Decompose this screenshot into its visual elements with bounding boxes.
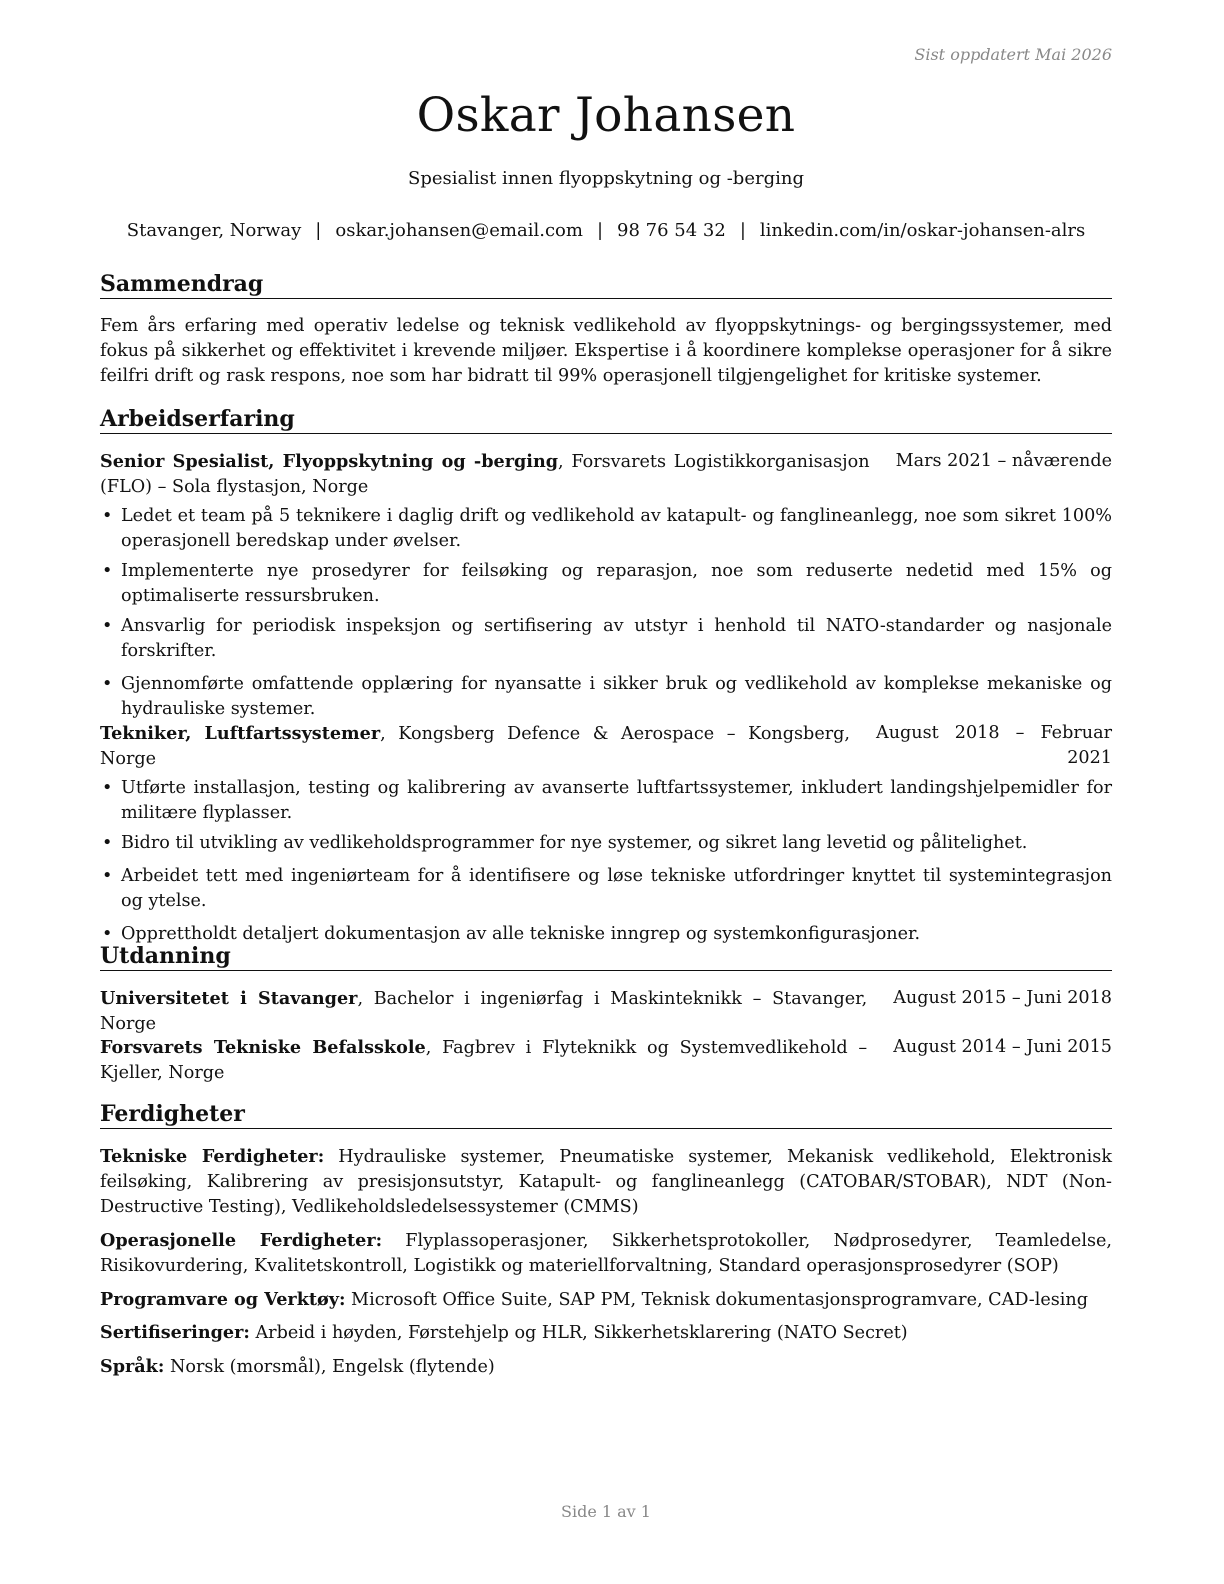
contact-separator: |: [315, 220, 322, 241]
job-role-org: [100, 449, 896, 500]
section-heading-education: Utdanning: [100, 943, 1112, 971]
section-heading-summary: Sammendrag: [100, 271, 1112, 299]
job-role: Senior Spesialist, Flyoppskytning og -berging: [100, 451, 559, 472]
list-item: • Gjennomførte omfattende opplæring for nyansatte i sikker bruk og vedlikehold av komplekse mekaniske og hydrauliske systemer.: [100, 672, 1112, 722]
job-bullets: [100, 504, 1112, 722]
job-header: [100, 449, 1112, 500]
summary-text: Fem års erfaring med operativ ledelse og teknisk vedlikehold av flyoppskytnings- og bergingssystemer, med fokus på sikkerhet og effektivitet i krevende miljøer. Ekspertise i å koordinere komplekse operasjoner for å sikre feilfri drift og rask respons, noe som har bidratt til 99% operasjonell tilgjengelighet for kritiske systemer.: [100, 316, 1112, 386]
last-updated: Sist oppdatert Mai 2026: [914, 45, 1112, 64]
education-school-detail: [100, 1035, 893, 1086]
skill-label: Sertifiseringer:: [100, 1322, 250, 1343]
job-dates: August 2018 – Februar 2021: [876, 723, 1112, 768]
job-dates: Mars 2021 – nåværende: [895, 451, 1112, 471]
skill-text: Hydrauliske systemer, Pneumatiske systemer, Mekanisk vedlikehold, Elektronisk feilsøking, Kalibrering av presisjonsutstyr, Katapult- og fanglineanlegg (CATOBAR/STOBAR), NDT (Non-Destructive Testing), Vedlikeholdsledelsessystemer (CMMS): [100, 1147, 1112, 1217]
section-heading-experience: Arbeidserfaring: [100, 406, 1112, 434]
list-item: • Arbeidet tett med ingeniørteam for å identifisere og løse tekniske utfordringer knyttet til systemintegrasjon og ytelse.: [100, 864, 1112, 914]
skill-text: Norsk (morsmål), Engelsk (flytende): [164, 1357, 495, 1377]
skill-line: [100, 1144, 1112, 1220]
skill-label: Operasjonelle Ferdigheter:: [100, 1230, 383, 1251]
list-item: • Implementerte nye prosedyrer for feilsøking og reparasjon, noe som reduserte nedetid med 15% og optimaliserte ressursbruken.: [100, 559, 1112, 609]
contact-email[interactable]: oskar.johansen@email.com: [335, 220, 583, 241]
contact-line: [100, 220, 1112, 241]
job-bullets: [100, 776, 1112, 947]
education-entry: [100, 1035, 1112, 1086]
contact-separator: |: [739, 220, 746, 241]
job-org: , Forsvarets Logistikkorganisasjon (FLO) – Sola flystasjon, Norge: [100, 452, 870, 497]
skill-text: Microsoft Office Suite, SAP PM, Teknisk dokumentasjonsprogramvare, CAD-lesing: [345, 1290, 1088, 1310]
list-item: • Bidro til utvikling av vedlikeholdsprogrammer for nye systemer, og sikret lang levetid og pålitelighet.: [100, 831, 1112, 856]
skill-line: [100, 1320, 1112, 1346]
skill-text: Flyplassoperasjoner, Sikkerhetsprotokoller, Nødprosedyrer, Teamledelse, Risikovurdering, Kvalitetskontroll, Logistikk og materiellforvaltning, Standard operasjonsprosedyrer (SOP): [100, 1231, 1112, 1276]
section-heading-skills: Ferdigheter: [100, 1101, 1112, 1129]
education-entry: [100, 986, 1112, 1037]
contact-location: Stavanger, Norway: [126, 220, 302, 241]
education-detail: , Fagbrev i Flyteknikk og Systemvedlikehold – Kjeller, Norge: [100, 1038, 868, 1083]
resume-page: [100, 0, 1112, 1584]
education-dates: August 2014 – Juni 2015: [893, 1037, 1112, 1057]
skill-label: Tekniske Ferdigheter:: [100, 1146, 325, 1167]
skill-text: Arbeid i høyden, Førstehjelp og HLR, Sikkerhetsklarering (NATO Secret): [249, 1323, 908, 1343]
skill-line: [100, 1354, 1112, 1380]
list-item: • Opprettholdt detaljert dokumentasjon av alle tekniske inngrep og systemkonfigurasjoner.: [100, 922, 1112, 947]
education-school: Universitetet i Stavanger: [100, 988, 358, 1009]
contact-separator: |: [596, 220, 604, 241]
skill-line: [100, 1287, 1112, 1313]
job-org: , Kongsberg Defence & Aerospace – Kongsberg, Norge: [100, 724, 850, 769]
list-item: • Ansvarlig for periodisk inspeksjon og sertifisering av utstyr i henhold til NATO-standarder og nasjonale forskrifter.: [100, 614, 1112, 664]
skill-label: Språk:: [100, 1356, 165, 1377]
education-school: Forsvarets Tekniske Befalsskole: [100, 1037, 426, 1058]
education-dates: August 2015 – Juni 2018: [893, 988, 1112, 1008]
candidate-title: Spesialist innen flyoppskytning og -berging: [408, 168, 804, 189]
skill-label: Programvare og Verktøy:: [100, 1289, 346, 1310]
job-role-org: [100, 721, 876, 772]
education-detail: , Bachelor i ingeniørfag i Maskinteknikk – Stavanger, Norge: [100, 989, 868, 1034]
education-school-detail: [100, 986, 893, 1037]
candidate-name: Oskar Johansen: [416, 88, 796, 143]
contact-linkedin[interactable]: linkedin.com/in/oskar-johansen-alrs: [759, 220, 1086, 241]
job-role: Tekniker, Luftfartssystemer: [100, 723, 381, 744]
list-item: • Utførte installasjon, testing og kalibrering av avanserte luftfartssystemer, inkludert landingshjelpemidler for militære flyplasser.: [100, 776, 1112, 826]
job-header: [100, 721, 1112, 772]
skill-line: [100, 1228, 1112, 1279]
contact-phone: 98 76 54 32: [617, 220, 726, 241]
list-item: • Ledet et team på 5 teknikere i daglig drift og vedlikehold av katapult- og fanglineanlegg, noe som sikret 100% operasjonell beredskap under øvelser.: [100, 504, 1112, 554]
page-number: Side 1 av 1: [561, 1502, 651, 1521]
